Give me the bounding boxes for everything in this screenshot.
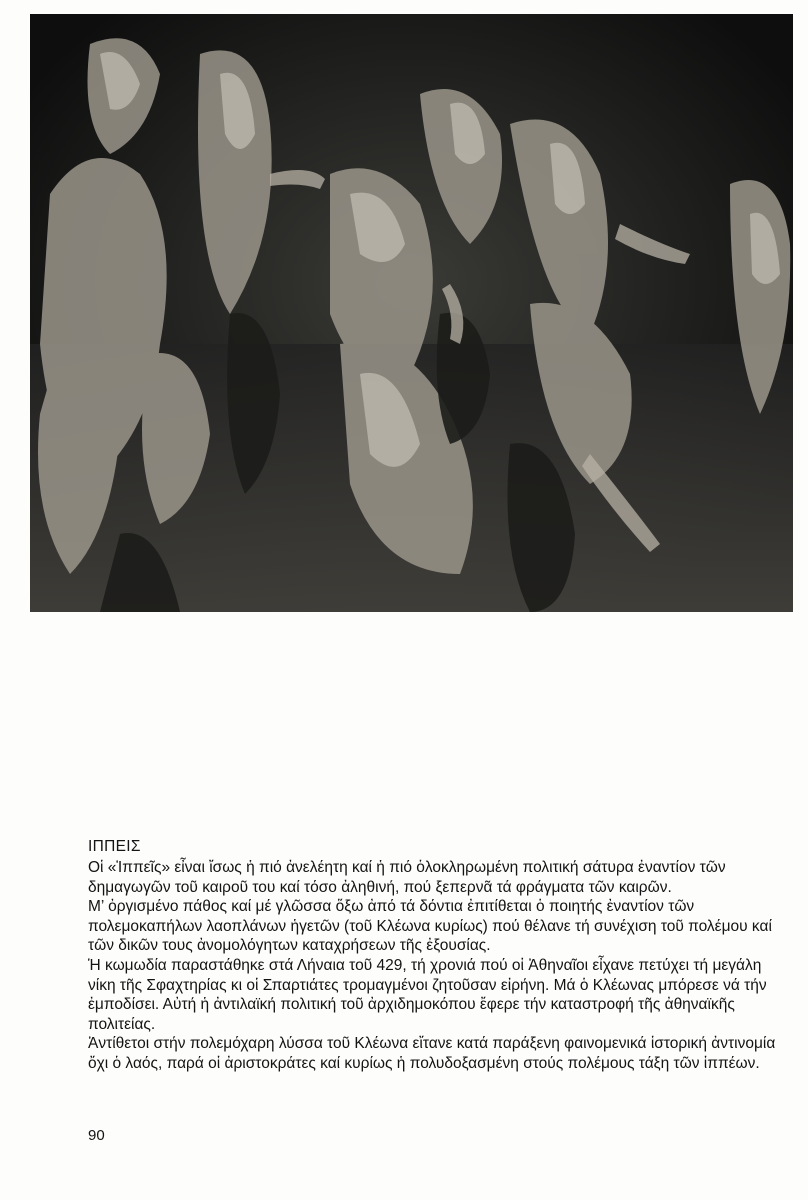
caption-paragraph: Οἱ «Ἱππεῖς» εἶναι ἴσως ἡ πιό ἀνελέητη καί ἡ πιό ὁλοκληρωμένη πολιτική σάτυρα ἐναντίον τῶν δημαγωγῶν τοῦ καιροῦ του καί τόσο ἀληθινή, πού ξεπερνᾶ τά φράγματα τῶν καιρῶν. (88, 859, 726, 896)
caption-paragraph: Μ’ ὀργισμένο πάθος καί μέ γλῶσσα ὅξω ἀπό τά δόντια ἐπιτίθεται ὁ ποιητής ἐναντίον τῶν πολεμοκαπήλων λαοπλάνων ἡγετῶν (τοῦ Κλέωνα κυρίως) πού θέλανε τή συνέχιση τοῦ πολέμου καί τῶν δικῶν τους ἀνομολόγητων καταχρήσεων τῆς ἐξουσίας. (88, 898, 772, 955)
caption-block (88, 838, 778, 1074)
dancers-photo (30, 14, 793, 612)
page-number: 90 (88, 1127, 105, 1144)
caption-title: ΙΠΠΕΙΣ (88, 838, 141, 855)
photo-image (30, 14, 793, 612)
caption-paragraph: Ἡ κωμωδία παραστάθηκε στά Λήναια τοῦ 429, τή χρονιά πού οἱ Ἀθηναῖοι εἶχανε πετύχει τή μεγάλη νίκη τῆς Σφαχτηρίας κι οἱ Σπαρτιάτες τρομαγμένοι ζητοῦσαν εἰρήνη. Μά ὁ Κλέωνας μπόρεσε νά τήν ἐμποδίσει. Αὐτή ἡ ἀντιλαϊκή πολιτική τοῦ ἀρχιδημοκόπου ἔφερε τήν καταστροφή τῆς ἀθηναϊκῆς πολιτείας. (88, 956, 767, 1033)
caption-paragraph: Ἀντίθετοι στήν πολεμόχαρη λύσσα τοῦ Κλέωνα εἴτανε κατά παράξενη φαινομενικά ἱστορική ἀντινομία ὄχι ὁ λαός, παρά οἱ ἀριστοκράτες καί κυρίως ἡ πολυδοξασμένη στούς πολέμους τάξη τῶν ἱππέων. (88, 1035, 776, 1072)
